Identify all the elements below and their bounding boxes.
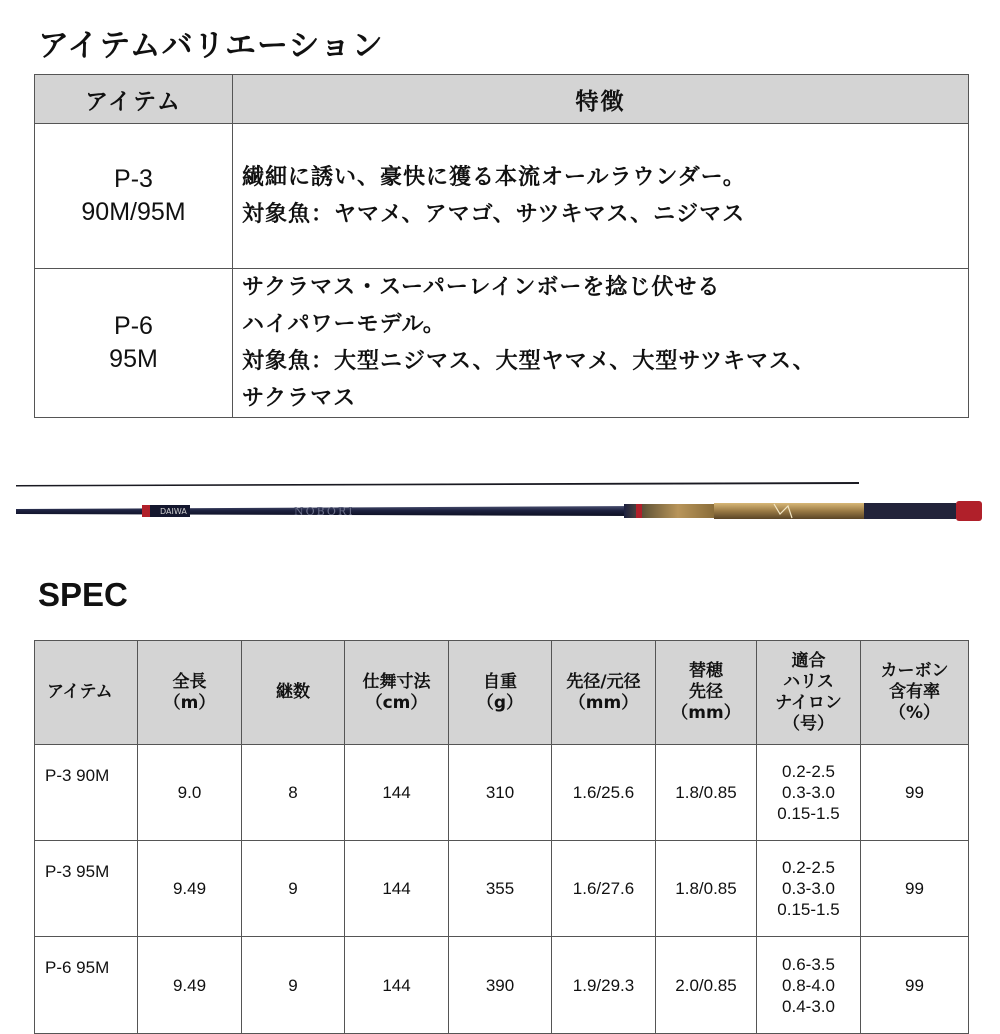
spec-carbon: 99 bbox=[861, 841, 969, 937]
spec-weight: 355 bbox=[449, 841, 552, 937]
feature-line: サクラマス・スーパーレインボーを捻じ伏せる bbox=[242, 275, 721, 300]
spec-item: P-3 95M bbox=[35, 841, 138, 937]
spec-header-spare-tip: 替穂 先径 （mm） bbox=[656, 641, 757, 745]
spec-diameter: 1.9/29.3 bbox=[552, 937, 656, 1034]
spec-row bbox=[35, 841, 969, 937]
variation-feature-cell bbox=[233, 124, 969, 269]
spec-header-item: アイテム bbox=[35, 641, 138, 745]
spec-length: 9.49 bbox=[138, 841, 242, 937]
feature-line: 対象魚：大型ニジマス、大型ヤマメ、大型サツキマス、 bbox=[242, 349, 816, 374]
spec-carbon: 99 bbox=[861, 745, 969, 841]
spec-line: 0.2-2.5 0.3-3.0 0.15-1.5 bbox=[757, 841, 861, 937]
variation-header-item: アイテム bbox=[35, 75, 233, 124]
spec-closed: 144 bbox=[345, 841, 449, 937]
rod-model-label: NOBORI bbox=[294, 505, 355, 518]
spec-item: P-6 95M bbox=[35, 937, 138, 1034]
variation-item-cell bbox=[35, 124, 233, 269]
variation-item-cell bbox=[35, 269, 233, 418]
item-name: P-3 bbox=[114, 165, 153, 193]
spec-header-diameter: 先径/元径 （mm） bbox=[552, 641, 656, 745]
spec-sections: 9 bbox=[242, 937, 345, 1034]
spec-carbon: 99 bbox=[861, 937, 969, 1034]
spec-diameter: 1.6/27.6 bbox=[552, 841, 656, 937]
spec-spare-tip: 2.0/0.85 bbox=[656, 937, 757, 1034]
spec-table bbox=[34, 640, 969, 1034]
variation-table bbox=[34, 74, 969, 418]
rod-grip bbox=[714, 503, 864, 519]
rod-brand-label: DAIWA bbox=[160, 507, 187, 516]
spec-heading: SPEC bbox=[38, 576, 128, 613]
spec-spare-tip: 1.8/0.85 bbox=[656, 841, 757, 937]
variation-header-feature: 特徴 bbox=[233, 75, 969, 124]
rod-red-ring-2 bbox=[636, 504, 642, 518]
spec-closed: 144 bbox=[345, 745, 449, 841]
feature-line: 繊細に誘い、豪快に獲る本流オールラウンダー。 bbox=[242, 165, 746, 190]
spec-header-carbon: カーボン 含有率 （%） bbox=[861, 641, 969, 745]
rod-end-cap bbox=[956, 501, 982, 521]
spec-weight: 310 bbox=[449, 745, 552, 841]
spec-sections: 8 bbox=[242, 745, 345, 841]
spec-header-sections: 継数 bbox=[242, 641, 345, 745]
spec-length: 9.0 bbox=[138, 745, 242, 841]
spec-row bbox=[35, 745, 969, 841]
spec-sections: 9 bbox=[242, 841, 345, 937]
spec-header-weight: 自重 （g） bbox=[449, 641, 552, 745]
spec-row bbox=[35, 937, 969, 1034]
feature-line: 対象魚：ヤマメ、アマゴ、サツキマス、ニジマス bbox=[242, 202, 746, 227]
feature-line: サクラマス bbox=[242, 386, 357, 411]
spec-item: P-3 90M bbox=[35, 745, 138, 841]
spec-closed: 144 bbox=[345, 937, 449, 1034]
rod-image bbox=[14, 474, 986, 524]
variation-header-row bbox=[35, 75, 969, 124]
variation-heading: アイテムバリエーション bbox=[38, 28, 384, 64]
spec-header-line: 適合 ハリス ナイロン （号） bbox=[757, 641, 861, 745]
variation-row bbox=[35, 124, 969, 269]
variation-row bbox=[35, 269, 969, 418]
spec-header-length: 全長 （m） bbox=[138, 641, 242, 745]
rod-tip bbox=[16, 482, 859, 487]
spec-weight: 390 bbox=[449, 937, 552, 1034]
spec-line: 0.6-3.5 0.8-4.0 0.4-3.0 bbox=[757, 937, 861, 1034]
spec-diameter: 1.6/25.6 bbox=[552, 745, 656, 841]
item-length: 95M bbox=[109, 345, 158, 373]
variation-feature-cell bbox=[233, 269, 969, 418]
rod-butt bbox=[864, 503, 956, 519]
item-name: P-6 bbox=[114, 312, 153, 340]
spec-header-row bbox=[35, 641, 969, 745]
spec-spare-tip: 1.8/0.85 bbox=[656, 745, 757, 841]
spec-header-closed: 仕舞寸法 （cm） bbox=[345, 641, 449, 745]
item-length: 90M/95M bbox=[81, 198, 186, 226]
feature-line: ハイパワーモデル。 bbox=[242, 312, 446, 337]
spec-length: 9.49 bbox=[138, 937, 242, 1034]
spec-line: 0.2-2.5 0.3-3.0 0.15-1.5 bbox=[757, 745, 861, 841]
rod-red-ring bbox=[142, 505, 150, 517]
